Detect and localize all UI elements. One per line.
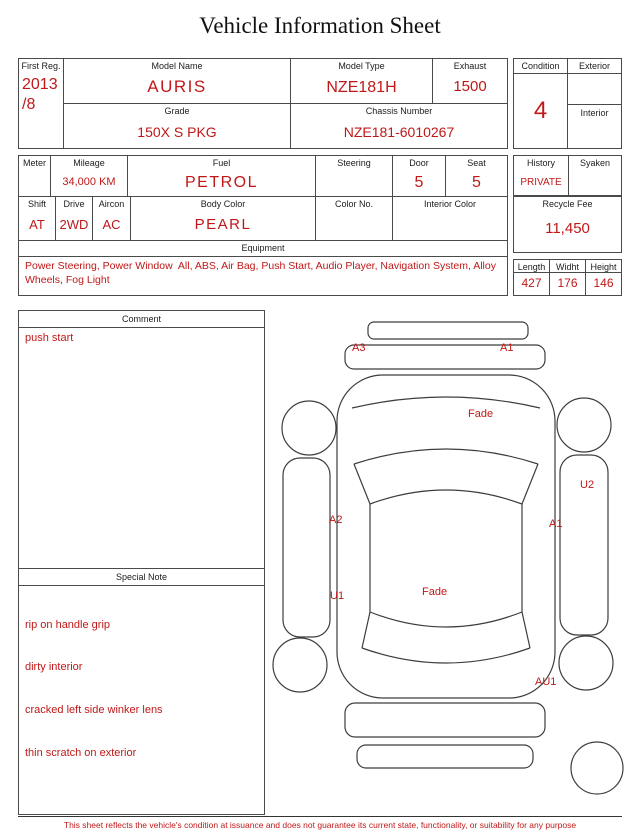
page-title: Vehicle Information Sheet xyxy=(199,13,441,38)
a-pillar-lines xyxy=(354,464,538,504)
shift-label: Shift xyxy=(27,199,46,209)
condition-value-cell xyxy=(514,74,568,148)
fuel-label: Fuel xyxy=(212,158,231,168)
mileage-label: Mileage xyxy=(73,158,105,168)
width-value: 176 xyxy=(557,276,578,291)
chassis-value: NZE181-6010267 xyxy=(343,123,455,140)
recycle-fee-box xyxy=(513,196,622,253)
interior-color-label: Interior Color xyxy=(423,199,477,209)
special-note-line: thin scratch on exterior xyxy=(25,747,137,760)
grade-label: Grade xyxy=(164,106,190,116)
height-value: 146 xyxy=(593,276,614,291)
height-label: Height xyxy=(590,262,617,272)
door-label: Door xyxy=(409,158,429,168)
model-name-value: AURIS xyxy=(147,77,207,97)
trunk-lid-shape xyxy=(357,745,533,768)
model-name-label: Model Name xyxy=(151,61,203,71)
recycle-fee-value: 11,450 xyxy=(545,219,590,237)
damage-mark-a1-front: A1 xyxy=(500,342,514,354)
history-cell xyxy=(514,156,569,195)
interior-color-value xyxy=(393,210,507,240)
model-type-value: NZE181H xyxy=(326,78,397,96)
aircon-label: Aircon xyxy=(98,199,125,209)
damage-mark-fade-hood: Fade xyxy=(468,408,494,420)
steering-label: Steering xyxy=(337,158,371,168)
damage-mark-a1-side: A1 xyxy=(549,518,563,530)
first-reg-label: First Reg. xyxy=(21,61,61,71)
meter-label: Meter xyxy=(22,158,46,168)
shift-value: AT xyxy=(29,216,45,232)
length-header-cell xyxy=(514,260,550,272)
shift-cell xyxy=(19,197,56,240)
color-no-cell xyxy=(316,197,393,240)
width-value-cell xyxy=(550,273,586,295)
dimensions-value-row xyxy=(514,273,621,295)
damage-mark-u1: U1 xyxy=(330,590,345,602)
grade-cell xyxy=(64,104,291,148)
body-color-value: PEARL xyxy=(194,215,252,233)
drive-cell xyxy=(56,197,93,240)
chassis-cell xyxy=(291,104,507,148)
length-value: 427 xyxy=(521,276,542,291)
special-note-body xyxy=(19,586,264,814)
seat-cell xyxy=(446,156,507,196)
meter-value xyxy=(19,169,50,196)
height-header-cell xyxy=(586,260,621,272)
condition-header-cell xyxy=(514,59,568,73)
car-top-view-diagram xyxy=(268,312,636,800)
history-value: PRIVATE xyxy=(520,176,562,188)
mileage-cell xyxy=(51,156,128,196)
seat-value: 5 xyxy=(472,173,481,191)
identity-row-2 xyxy=(64,104,507,148)
special-note-label: Special Note xyxy=(19,568,264,586)
grade-value: 150X S PKG xyxy=(137,123,217,140)
dimensions-table xyxy=(513,259,622,296)
identity-main xyxy=(64,59,507,148)
equipment-text: Power Steering, Power Window All, ABS, Air Bag, Push Start, Audio Player, Navigation System, Alloy Wheels, Fog Light xyxy=(25,260,499,286)
door-value: 5 xyxy=(414,173,424,191)
exterior-value xyxy=(568,74,621,105)
hood-line xyxy=(352,397,540,408)
seat-label: Seat xyxy=(467,158,486,168)
identity-table xyxy=(18,58,508,149)
mileage-value: 34,000 KM xyxy=(62,176,116,189)
front-panel-shape xyxy=(345,342,545,369)
fuel-value: PETROL xyxy=(184,173,258,191)
special-note-line: dirty interior xyxy=(25,661,83,674)
equipment-label: Equipment xyxy=(19,241,507,257)
recycle-fee-label: Recycle Fee xyxy=(542,199,593,209)
exterior-label: Exterior xyxy=(578,61,610,71)
model-type-label: Model Type xyxy=(338,61,385,71)
rear-window-top-line xyxy=(370,612,522,627)
windshield-bottom-line xyxy=(354,449,538,464)
rear-window-bottom-line xyxy=(362,648,530,663)
rear-right-wheel xyxy=(559,636,613,690)
exterior-interior-col xyxy=(568,74,621,148)
history-table xyxy=(513,155,622,196)
rear-left-wheel xyxy=(273,638,327,692)
specs-table xyxy=(18,155,508,296)
syaken-label: Syaken xyxy=(579,158,611,168)
width-label: Widht xyxy=(555,262,579,272)
steering-cell xyxy=(316,156,393,196)
interior-label: Interior xyxy=(580,108,609,118)
condition-label: Condition xyxy=(521,61,560,71)
spare-wheel xyxy=(571,742,623,794)
body-color-cell xyxy=(131,197,316,240)
damage-mark-au1: AU1 xyxy=(535,676,557,688)
drive-label: Drive xyxy=(63,199,85,209)
disclaimer-text: This sheet reflects the vehicle's condition at issuance and does not guarantee its current state, functionality, or suitability for any purpose xyxy=(18,816,622,830)
specs-row-1 xyxy=(19,156,507,197)
damage-mark-fade-roof: Fade xyxy=(422,586,448,598)
color-no-label: Color No. xyxy=(334,199,373,209)
first-reg-cell xyxy=(19,59,64,148)
chassis-label: Chassis Number xyxy=(365,106,433,116)
notes-panel xyxy=(18,310,265,815)
first-reg-value: 2013 /8 xyxy=(22,76,58,113)
front-bumper-shape xyxy=(368,322,528,339)
fuel-cell xyxy=(128,156,316,196)
drive-value: 2WD xyxy=(59,216,89,232)
left-side-panel-shape xyxy=(283,458,330,637)
damage-mark-u2: U2 xyxy=(580,479,595,491)
comment-text: push start xyxy=(25,332,74,344)
condition-table xyxy=(513,58,622,149)
roof-front-line xyxy=(370,490,522,504)
model-type-cell xyxy=(291,59,433,103)
dimensions-header-row xyxy=(514,260,621,273)
car-diagram-area xyxy=(268,312,636,812)
front-left-wheel xyxy=(282,401,336,455)
exhaust-cell xyxy=(433,59,507,103)
condition-body-row xyxy=(514,74,621,148)
comment-label: Comment xyxy=(19,311,264,328)
condition-value: 4 xyxy=(533,96,548,124)
aircon-value: AC xyxy=(102,216,121,232)
exhaust-label: Exhaust xyxy=(453,61,487,71)
interior-value xyxy=(568,121,621,148)
exhaust-value: 1500 xyxy=(453,78,487,96)
condition-header-row xyxy=(514,59,621,74)
body-color-label: Body Color xyxy=(200,199,246,209)
exterior-header-cell xyxy=(568,59,621,73)
syaken-cell xyxy=(569,156,621,195)
model-name-cell xyxy=(64,59,291,103)
front-right-wheel xyxy=(557,398,611,452)
syaken-value xyxy=(569,169,621,195)
aircon-cell xyxy=(93,197,131,240)
meter-cell xyxy=(19,156,51,196)
length-value-cell xyxy=(514,273,550,295)
height-value-cell xyxy=(586,273,621,295)
width-header-cell xyxy=(550,260,586,272)
color-no-value xyxy=(316,210,392,240)
steering-value xyxy=(316,169,392,196)
specs-row-2 xyxy=(19,197,507,241)
length-label: Length xyxy=(517,262,546,272)
special-note-line: cracked left side winker lens xyxy=(25,704,163,717)
door-cell xyxy=(393,156,446,196)
rear-bumper-shape xyxy=(345,703,545,737)
interior-color-cell xyxy=(393,197,507,240)
damage-mark-a2: A2 xyxy=(329,514,343,526)
special-note-line: rip on handle grip xyxy=(25,618,111,631)
history-label: History xyxy=(526,158,555,168)
damage-mark-a3: A3 xyxy=(352,342,366,354)
identity-row-1 xyxy=(64,59,507,104)
